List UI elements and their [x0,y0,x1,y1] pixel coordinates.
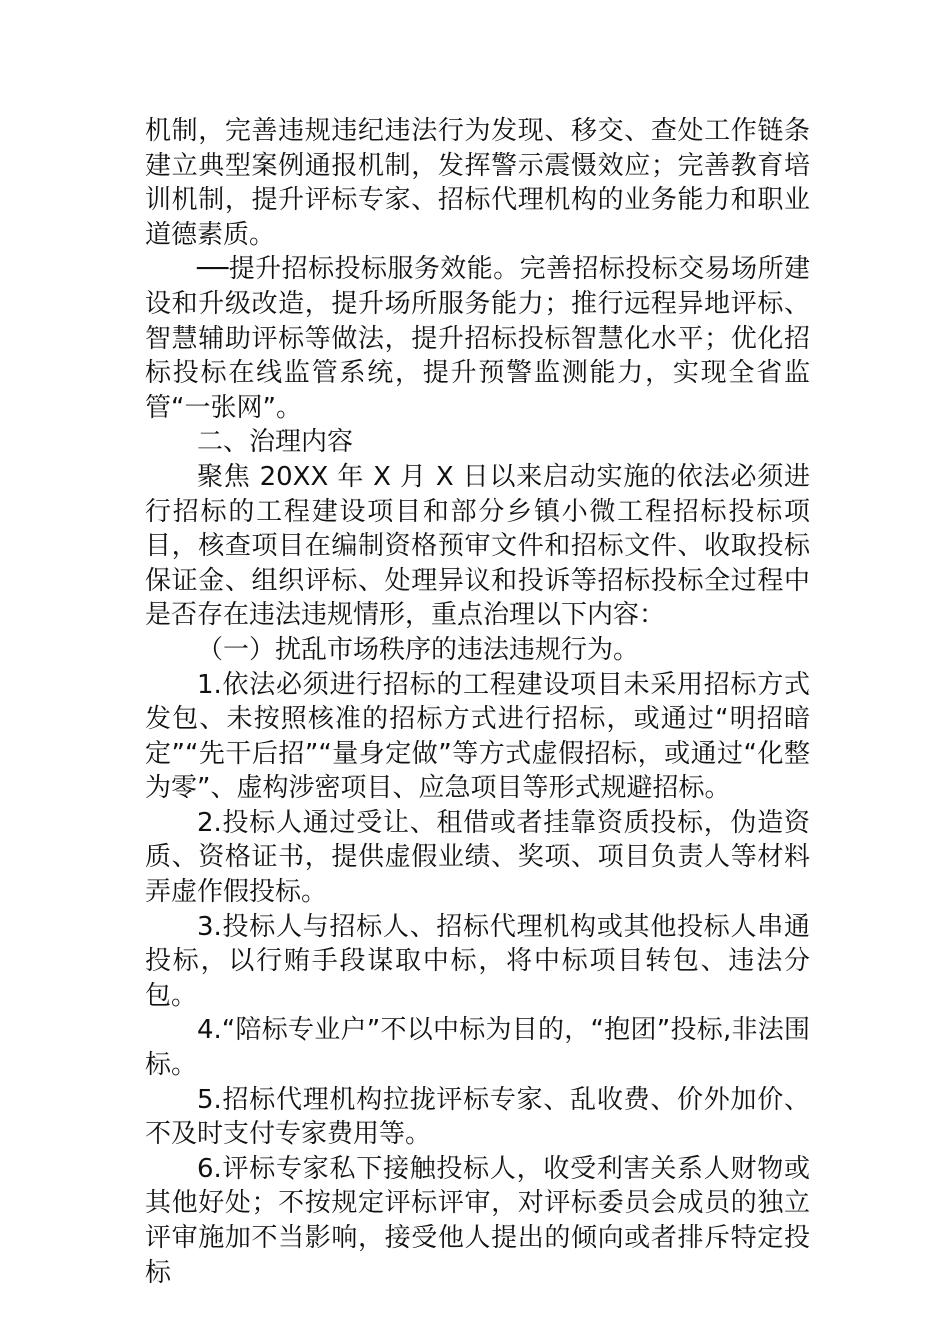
document-body [145,114,810,1290]
list-item-2: 2.投标人通过受让、租借或者挂靠资质投标，伪造资质、资格证书，提供虚假业绩、奖项、项目负责人等材料弄虚作假投标。 [145,807,810,908]
list-item-5: 5.招标代理机构拉拢评标专家、乱收费、价外加价、不及时支付专家费用等。 [145,1084,810,1150]
subsection-heading-market-order: （一）扰乱市场秩序的违法违规行为。 [197,634,640,665]
list-item-6: 6.评标专家私下接触投标人，收受利害关系人财物或其他好处；不按规定评标评审，对评标委员会成员的独立评审施加不当影响，接受他人提出的倾向或者排斥特定投标 [145,1153,810,1288]
paragraph-service-efficiency: ──提升招标投标服务效能。完善招标投标交易场所建设和升级改造，提升场所服务能力；推行远程异地评标、智慧辅助评标等做法，提升招标投标智慧化水平；优化招标投标在线监管系统，提升预警监测能力，实现全省监管“一张网”。 [145,254,810,423]
list-item-4: 4.“陪标专业户”不以中标为目的，“抱团”投标,非法围标。 [145,1015,810,1081]
paragraph-continuation: 机制，完善违规违纪违法行为发现、移交、查处工作链条建立典型案例通报机制，发挥警示震慑效应；完善教育培训机制，提升评标专家、招标代理机构的业务能力和职业道德素质。 [145,116,810,250]
list-item-3: 3.投标人与招标人、招标代理机构或其他投标人串通投标，以行贿手段谋取中标，将中标项目转包、违法分包。 [145,911,810,1011]
paragraph-focus-scope: 聚焦 20XX 年 X 月 X 日以来启动实施的依法必须进行招标的工程建设项目和部分乡镇小微工程招标投标项目，核查项目在编制资格预审文件和招标文件、收取投标保证金、组织评标、处理异议和投诉等招标投标全过程中是否存在违法违规情形，重点治理以下内容： [145,461,810,631]
list-item-1: 1.依法必须进行招标的工程建设项目未采用招标方式发包、未按照核准的招标方式进行招标，或通过“明招暗定”“先干后招”“量身定做”等方式虚假招标，或通过“化整为零”、虚构涉密项目、应急项目等形式规避招标。 [145,669,810,804]
section-heading-governance-content: 二、治理内容 [197,427,354,458]
